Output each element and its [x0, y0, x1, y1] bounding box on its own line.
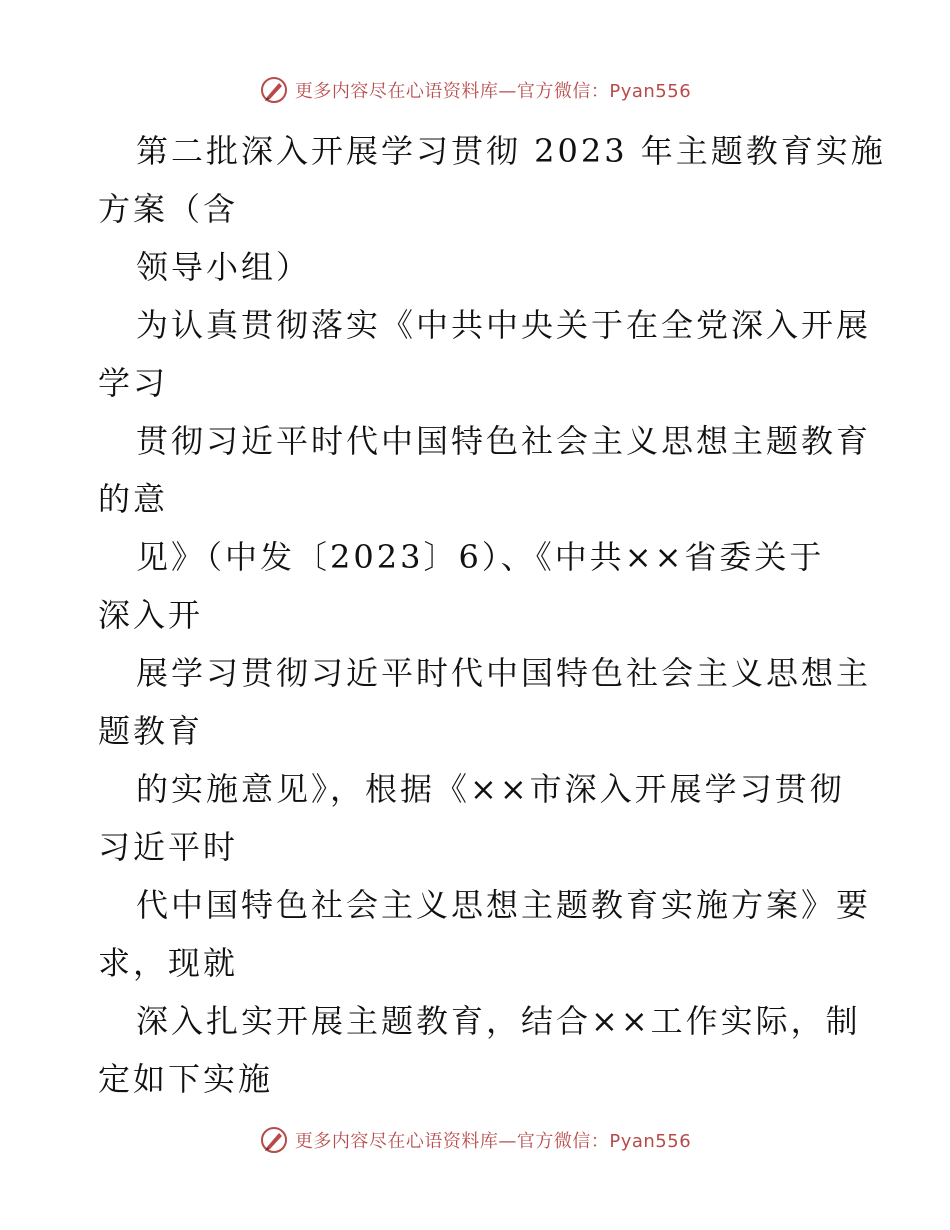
header-banner: [0, 72, 950, 108]
footer-banner: [0, 1122, 950, 1158]
doc-line: 为认真贯彻落实《中共中央关于在全党深入开展: [136, 306, 872, 344]
footer-banner-text: 更多内容尽在心语资料库—官方微信：Pyan556: [294, 1131, 692, 1152]
doc-line: 的意: [98, 480, 169, 518]
header-banner-text: 更多内容尽在心语资料库—官方微信：Pyan556: [294, 81, 692, 102]
doc-line: 学习: [98, 364, 169, 402]
doc-line: 习近平时: [98, 828, 239, 866]
doc-line: 第二批深入开展学习贯彻 2023 年主题教育实施: [136, 132, 886, 170]
doc-line: 代中国特色社会主义思想主题教育实施方案》要: [136, 886, 872, 924]
doc-line: 展学习贯彻习近平时代中国特色社会主义思想主: [136, 654, 872, 692]
quill-pen-logo-icon: [259, 75, 289, 105]
doc-line: 见》（中发〔2023〕6）、《中共××省委关于: [136, 538, 825, 576]
doc-line: 深入开: [98, 596, 204, 634]
doc-line: 领导小组）: [136, 248, 312, 286]
doc-line: 深入扎实开展主题教育，结合××工作实际，制: [136, 1002, 861, 1040]
document-body: [98, 122, 886, 1108]
doc-line: 求，现就: [98, 944, 239, 982]
doc-line: 定如下实施: [98, 1060, 274, 1098]
doc-line: 题教育: [98, 712, 204, 750]
doc-line: 贯彻习近平时代中国特色社会主义思想主题教育: [136, 422, 872, 460]
doc-line: 的实施意见》，根据《××市深入开展学习贯彻: [136, 770, 845, 808]
quill-pen-logo-icon: [259, 1125, 289, 1155]
doc-line: 方案（含: [98, 190, 239, 228]
